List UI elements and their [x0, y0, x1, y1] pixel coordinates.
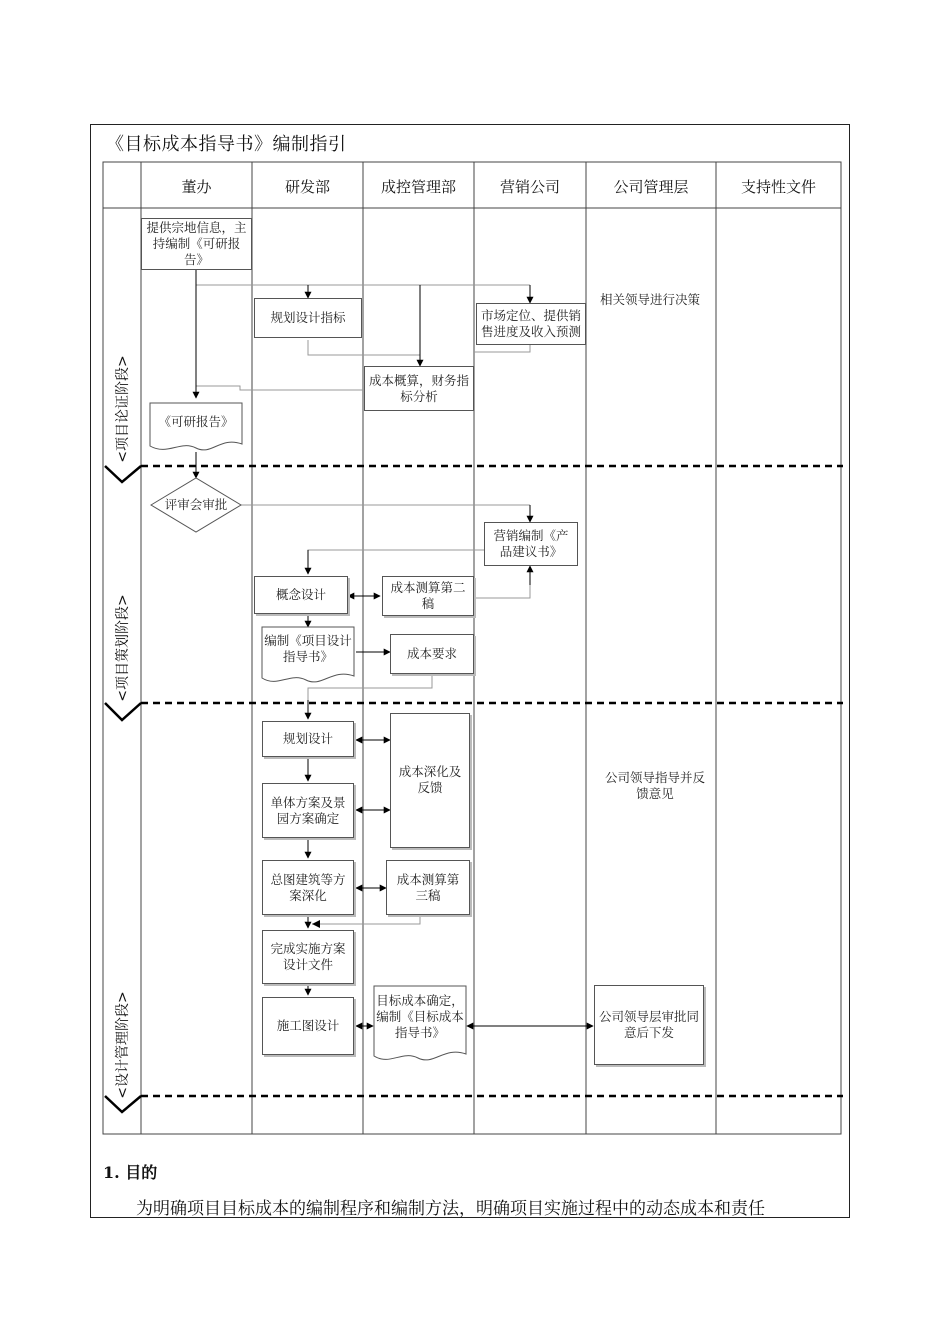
provide-info-box: 提供宗地信息，主持编制《可研报告》: [141, 218, 252, 270]
merge-arrowhead: [312, 920, 320, 928]
column-header-cost-control: 成控管理部: [380, 177, 456, 196]
construction-drawing-box: 施工图设计: [262, 997, 354, 1055]
implementation-docs-box: 完成实施方案设计文件: [262, 930, 354, 984]
phase-label-planning: <项目策划阶段>: [115, 594, 131, 702]
feasibility-report-label: 《可研报告》: [158, 414, 234, 429]
phase-label-design-management: <设计管理阶段>: [115, 991, 131, 1099]
column-header-support-docs: 支持性文件: [740, 177, 816, 196]
column-header-dongban: 董办: [181, 177, 212, 196]
product-proposal-box: 营销编制《产品建议书》: [484, 522, 578, 566]
planning-index-box: 规划设计指标: [254, 298, 362, 338]
master-plan-box: 总图建筑等方案深化: [262, 860, 354, 915]
column-header-rd: 研发部: [284, 177, 330, 196]
concept-design-box: 概念设计: [254, 576, 348, 614]
cost-refine-box: 成本深化及反馈: [390, 713, 470, 848]
cost-requirement-box: 成本要求: [390, 634, 474, 674]
section-body-text: 为明确项目目标成本的编制程序和编制方法，明确项目实施过程中的动态成本和责任: [136, 1199, 765, 1219]
cost-estimate-box: 成本概算，财务指标分析: [364, 366, 474, 411]
leader-guidance-note: 公司领导指导并反馈意见: [604, 770, 705, 801]
mgmt-approval-box: 公司领导层审批同意后下发: [594, 985, 704, 1065]
review-meeting-label: 评审会审批: [164, 497, 228, 512]
target-cost-label: 目标成本确定，编制《目标成本指导书》: [376, 993, 464, 1040]
page-title: 《目标成本指导书》编制指引: [106, 134, 347, 155]
design-guide-label: 编制《项目设计指导书》: [264, 633, 352, 664]
column-header-marketing: 营销公司: [499, 177, 560, 196]
leader-decision-note: 相关领导进行决策: [600, 292, 701, 307]
section-heading: 1. 目的: [103, 1163, 158, 1182]
phase3-connectors: [312, 916, 420, 924]
column-header-management: 公司管理层: [613, 177, 689, 196]
cost-calc-2-box: 成本测算第二稿: [382, 576, 474, 616]
planning-design-box: 规划设计: [262, 721, 354, 757]
market-positioning-box: 市场定位、提供销售进度及收入预测: [476, 303, 586, 345]
cost-calc-3-box: 成本测算第三稿: [386, 860, 470, 915]
phase-label-argumentation: <项目论证阶段>: [115, 355, 131, 463]
unit-scheme-box: 单体方案及景园方案确定: [262, 783, 354, 838]
